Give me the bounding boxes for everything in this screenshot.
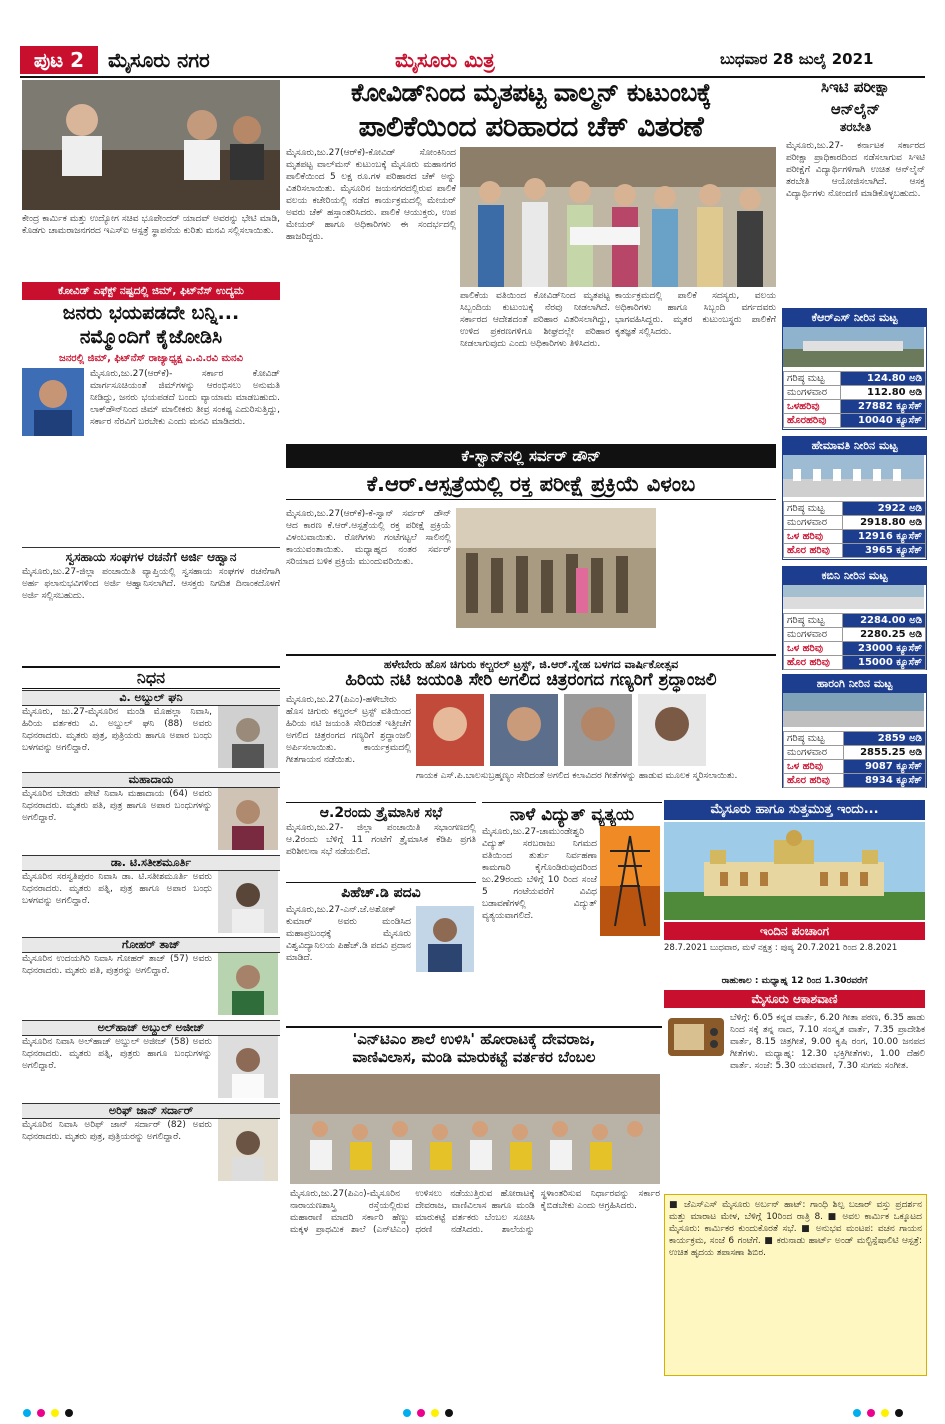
kabini-row-label: ಹೊರ ಹರಿವು (784, 656, 843, 670)
hemavathi-row-label: ಒಳ ಹರಿವು (784, 530, 843, 544)
panchanga-line: 28.7.2021 ಬುಧವಾರ, ಮಳೆ ನಕ್ಷತ್ರ : ಪುಷ್ಯ 20.7.2021 ರಿಂದ 2.8.2021 (664, 943, 898, 953)
phd-body: ಮೈಸೂರು,ಜು.27-ಎನ್.ಜೆ.ಅಶೋಕ್ ಕುಮಾರ್ ಅವರು ಮಂಡಿಸಿದ ಮಹಾಪ್ರಬಂಧಕ್ಕೆ ಮೈಸೂರು ವಿಶ್ವವಿದ್ಯಾನಿಲಯ ಪಿಹೆಚ್.ಡಿ ಪದವಿ ಪ್ರದಾನ ಮಾಡಿದೆ. (286, 905, 411, 963)
obituary-name-5: ಅಲ್‌ಹಾಜ್ ಅಬ್ದುಲ್ ಅಜೀಜ್ (22, 1020, 280, 1036)
today-events-title: ಮೈಸೂರು ಹಾಗೂ ಸುತ್ತಮುತ್ತ ಇಂದು... (664, 800, 925, 820)
hemavathi-row-value: 12916 ಕ್ಯೂಸೆಕ್ (842, 530, 925, 544)
notices-body: ■ ಜೆಎಸ್‌ಎಸ್ ಮೈಸೂರು ಅರ್ಬನ್ ಹಾಟ್: ಗಾಂಧಿ ಶಿಲ್ಪ ಬಜಾರ್ ವಸ್ತು ಪ್ರದರ್ಶನ ಮತ್ತು ಮಾರಾಟ ಮೇಳ, ಬೆಳಿಗ್ಗೆ 10ರಿಂದ ರಾತ್ರಿ 8. ■ ಅವಲ ಕಾರ್ಮಿಕ ಒಕ್ಕೂಟದ ಮೈಸೂರು: ಕಾರ್ಮಿಕರ ಕುಂದುಕೊರತೆ ಸಭೆ. ■ ಅನುಭವ ಮಂಟಪ: ವಚನ ಗಾಯನ ಕಾರ್ಯಕ್ರಮ, ಸಂಜೆ 6 ಗಂಟೆಗೆ. ■ ಕರುನಾಡು ಹಾರ್ಟ್ ಅಂಡ್ ಮಲ್ಟಿಸ್ಪೆಷಾಲಿಟಿ ಆಸ್ಪತ್ರೆ: ಉಚಿತ ಹೃದಯ ತಪಾಸಣಾ ಶಿಬಿರ. (669, 1200, 922, 1258)
minister-meeting-photo (22, 80, 280, 210)
harangi-row-label: ಗರಿಷ್ಠ ಮಟ್ಟ (784, 732, 844, 746)
kabini-row-value: 15000 ಕ್ಯೂಸೆಕ್ (842, 656, 925, 670)
lead-headline-2: ಪಾಲಿಕೆಯಿಂದ ಪರಿಹಾರದ ಚೆಕ್ ವಿತರಣೆ (358, 110, 704, 143)
hemavathi-dam-image (783, 455, 924, 497)
obituary-section-title: ನಿಧನ (22, 666, 280, 689)
kabini-row-value: 2284.00 ಅಡಿ (842, 614, 925, 628)
server-headline: ಕೆ.ಆರ್.ಆಸ್ಪತ್ರೆಯಲ್ಲಿ ರಕ್ತ ಪರೀಕ್ಷೆ ಪ್ರಕ್ರಿಯೆ ವಿಳಂಬ (286, 472, 776, 500)
lead-body: ಮೈಸೂರು,ಜು.27(ಆರ್‌ಕೆ)-ಕೋವಿಡ್ ಸೋಂಕಿನಿಂದ ಮೃತಪಟ್ಟ ವಾಲ್‌ಮನ್ ಕುಟುಂಬಕ್ಕೆ ಮೈಸೂರು ಮಹಾನಗರ ಪಾಲಿಕೆಯಿಂದ 5 ಲಕ್ಷ ರೂ.ಗಳ ಪರಿಹಾರದ ಚೆಕ್ ಅನ್ನು ವಿತರಿಸಲಾಯಿತು. ಮೈಸೂರಿನ ಜಯನಗರದಲ್ಲಿರುವ ಪಾಲಿಕೆ ವಲಯ ಕಚೇರಿಯಲ್ಲಿ ನಡೆದ ಕಾರ್ಯಕ್ರಮದಲ್ಲಿ ಮೇಯರ್ ಅವರು ಚೆಕ್ ಹಸ್ತಾಂತರಿಸಿದರು. ಪಾಲಿಕೆ ಆಯುಕ್ತರು, ಉಪ ಮೇಯರ್ ಹಾಗೂ ಅಧಿಕಾರಿಗಳು ಈ ಸಂದರ್ಭದಲ್ಲಿ ಹಾಜರಿದ್ದರು. (286, 148, 456, 242)
harangi-row-value: 2859 ಅಡಿ (843, 732, 925, 746)
obituary-name-6: ಅರಿಫ್ ಜಾನ್ ಸರ್ದಾರ್ (22, 1103, 280, 1119)
phd-recipient-photo (416, 906, 474, 972)
server-body-end (660, 640, 776, 652)
harangi-row-label: ಹೊರ ಹರಿವು (784, 774, 844, 788)
harangi-row-value: 8934 ಕ್ಯೂಸೆಕ್ (843, 774, 925, 788)
notices-box (664, 1194, 927, 1376)
gym-kicker: ಕೋವಿಡ್ ಎಫೆಕ್ಟ್ ನಷ್ಟದಲ್ಲಿ ಜಿಮ್, ಫಿಟ್‌ನೆಸ್ ಉದ್ಯಮ (22, 282, 280, 300)
radio-icon (666, 1012, 726, 1058)
registration-marks-left (20, 1402, 76, 1412)
tribute-body: ಮೈಸೂರು,ಜು.27(ಪಿಎಂ)-ಹಳೇಬೇರು ಹೊಸ ಚಿಗುರು ಕಲ್ಚರಲ್ ಟ್ರಸ್ಟ್ ವತಿಯಿಂದ ಹಿರಿಯ ನಟಿ ಜಯಂತಿ ಸೇರಿದಂತೆ ಇತ್ತೀಚೆಗೆ ಅಗಲಿದ ಚಿತ್ರರಂಗದ ಗಣ್ಯರಿಗೆ ಶ್ರದ್ಧಾಂಜಲಿ ಅರ್ಪಿಸಲಾಯಿತು. ಕಾರ್ಯಕ್ರಮದಲ್ಲಿ ಗೀತಗಾಯನ ನಡೆಯಿತು. (286, 695, 411, 765)
power-headline: ನಾಳೆ ವಿದ್ಯುತ್ ವ್ಯತ್ಯಯ (482, 802, 662, 825)
krs-row-value: 27882 ಕ್ಯೂಸೆಕ್ (840, 400, 925, 414)
newspaper-name: ಮೈಸೂರು ಮಿತ್ರ (395, 48, 495, 72)
krs-row-label: ಹೊರಹರಿವು (784, 414, 841, 428)
ntm-headline-1: 'ಎನ್‌ಟಿಎಂ ಶಾಲೆ ಉಳಿಸಿ' ಹೋರಾಟಕ್ಕೆ ದೇವರಾಜ, (286, 1026, 662, 1048)
registration-marks-center (400, 1402, 456, 1412)
obituary-photo-5 (218, 1036, 278, 1098)
section-title: ಮೈಸೂರು ನಗರ (108, 48, 210, 72)
obituary-photo-2 (218, 788, 278, 850)
gym-headline-2: ನಮ್ಮೊಂದಿಗೆ ಕೈಜೋಡಿಸಿ (79, 326, 223, 348)
obituary-text-1: ಮೈಸೂರು, ಜು.27-ಮೈಸೂರಿನ ಮಂಡಿ ಮೊಹಲ್ಲಾ ನಿವಾಸಿ, ಹಿರಿಯ ವರ್ತಕರು ವಿ. ಅಬ್ದುಲ್ ಘನಿ (88) ಅವರು ನಿಧನರಾದರು. ಮೃತರು ಪುತ್ರ, ಪುತ್ರಿಯರು ಹಾಗೂ ಅಪಾರ ಬಂಧು ಬಳಗವನ್ನು ಅಗಲಿದ್ದಾರೆ. (22, 707, 212, 753)
self-help-headline: ಸ್ವಸಹಾಯ ಸಂಘಗಳ ರಚನೆಗೆ ಅರ್ಜಿ ಆಹ್ವಾನ (22, 547, 280, 565)
tribute-body-2: ಗಾಯಕ ಎಸ್.ಪಿ.ಬಾಲಸುಬ್ರಹ್ಮಣ್ಯಂ ಸೇರಿದಂತೆ ಅಗಲಿದ ಕಲಾವಿದರ ಗೀತೆಗಳನ್ನು ಹಾಡುವ ಮೂಲಕ ಸ್ಮರಿಸಲಾಯಿತು. (416, 771, 738, 781)
kabini-dam-image (783, 585, 924, 609)
krs-dam-image (783, 327, 924, 367)
harangi-row-value: 2855.25 ಅಡಿ (843, 746, 925, 760)
phd-headline: ಪಿಹೆಚ್.ಡಿ ಪದವಿ (286, 882, 476, 901)
krs-water-level-box (782, 308, 927, 430)
hemavathi-water-level-box (782, 436, 927, 560)
gym-headline-1: ಜನರು ಭಯಪಡದೇ ಬನ್ನಿ... (62, 302, 240, 324)
harangi-row-value: 9087 ಕ್ಯೂಸೆಕ್ (843, 760, 925, 774)
tribute-photos (416, 694, 776, 766)
server-kicker: ಕೆ-ಸ್ವಾನ್‌ನಲ್ಲಿ ಸರ್ವರ್ ಡೌನ್ (286, 444, 776, 468)
harangi-dam-image (783, 693, 924, 727)
obituary-name-4: ಗೋಹರ್ ತಾಜ್ (22, 937, 280, 953)
krs-row-label: ಗರಿಷ್ಠ ಮಟ್ಟ (784, 372, 841, 386)
gym-subhead: ಜನರಲ್ಲಿ ಜಿಮ್, ಫಿಟ್‌ನೆಸ್ ರಾಜ್ಯಾಧ್ಯಕ್ಷ ಎ.ವಿ.ರವಿ ಮನವಿ (59, 353, 243, 364)
kabini-title: ಕಬಿನಿ ನೀರಿನ ಮಟ್ಟ (783, 567, 926, 585)
gym-president-photo (22, 368, 84, 436)
kabini-row-label: ಗರಿಷ್ಠ ಮಟ್ಟ (784, 614, 843, 628)
meeting-headline: ಆ.2ರಂದು ತ್ರೈಮಾಸಿಕ ಸಭೆ (286, 802, 476, 821)
self-help-body: ಮೈಸೂರು,ಜು.27-ಜಿಲ್ಲಾ ಪಂಚಾಯಿತಿ ವ್ಯಾಪ್ತಿಯಲ್ಲಿ ಸ್ವಸಹಾಯ ಸಂಘಗಳ ರಚನೆಗಾಗಿ ಅರ್ಹ ಫಲಾನುಭವಿಗಳಿಂದ ಅರ್ಜಿ ಆಹ್ವಾನಿಸಲಾಗಿದೆ. ಆಸಕ್ತರು ನಿಗದಿತ ದಿನಾಂಕದೊಳಗೆ ಅರ್ಜಿ ಸಲ್ಲಿಸಬಹುದು. (22, 567, 280, 601)
power-body: ಮೈಸೂರು,ಜು.27-ಚಾಮುಂಡೇಶ್ವರಿ ವಿದ್ಯುತ್ ಸರಬರಾಜು ನಿಗಮದ ವತಿಯಿಂದ ತುರ್ತು ನಿರ್ವಹಣಾ ಕಾಮಗಾರಿ ಕೈಗೊಂಡಿರುವುದರಿಂದ ಜು.29ರಂದು ಬೆಳಿಗ್ಗೆ 10 ರಿಂದ ಸಂಜೆ 5 ಗಂಟೆಯವರೆಗೆ ವಿವಿಧ ಬಡಾವಣೆಗಳಲ್ಲಿ ವಿದ್ಯುತ್ ವ್ಯತ್ಯಯವಾಗಲಿದೆ. (482, 827, 597, 921)
hemavathi-row-label: ಹೊರ ಹರಿವು (784, 544, 843, 558)
hemavathi-row-value: 2922 ಅಡಿ (842, 502, 925, 516)
lead-body-col2: ಪಾಲಿಕೆಯ ವತಿಯಿಂದ ಕೋವಿಡ್‌ನಿಂದ ಮೃತಪಟ್ಟ ಸಿಬ್ಬಂದಿಯ ಕುಟುಂಬಕ್ಕೆ ನೆರವು ನೀಡಲಾಗಿದೆ. ಸರ್ಕಾರದ ಆದೇಶದಂತೆ ಪರಿಹಾರ ವಿತರಿಸಲಾಗಿದ್ದು, ಉಳಿದ ಪ್ರಕರಣಗಳಿಗೂ ಶೀಘ್ರದಲ್ಲೇ ಪರಿಹಾರ ನೀಡಲಾಗುವುದು ಎಂದು ಅಧಿಕಾರಿಗಳು ತಿಳಿಸಿದರು. (460, 291, 610, 349)
krs-row-label: ಒಳಹರಿವು (784, 400, 841, 414)
kabini-row-label: ಮಂಗಳವಾರ (784, 628, 843, 642)
krs-row-value: 124.80 ಅಡಿ (840, 372, 925, 386)
obituary-photo-6 (218, 1119, 278, 1181)
cet-title-1: ಸಿಇಟಿ ಪರೀಕ್ಷಾ (821, 78, 890, 96)
obituary-name-1: ವಿ. ಅಬ್ದುಲ್ ಘನಿ (22, 690, 280, 706)
hemavathi-row-label: ಮಂಗಳವಾರ (784, 516, 843, 530)
harangi-row-label: ಮಂಗಳವಾರ (784, 746, 844, 760)
obituary-photo-1 (218, 706, 278, 768)
minister-photo-caption: ಕೇಂದ್ರ ಕಾರ್ಮಿಕ ಮತ್ತು ಉದ್ಯೋಗ ಸಚಿವ ಭೂಪೇಂದರ್ ಯಾದವ್ ಅವರನ್ನು ಭೇಟಿ ಮಾಡಿ, ಕೊಡಗು ಚಾಮರಾಜನಗರದ ಇಎಸ್ಐ ಆಸ್ಪತ್ರೆ ಸ್ಥಾಪನೆಯ ಕುರಿತು ಮನವಿ ಸಲ್ಲಿಸಲಾಯಿತು. (22, 214, 280, 236)
akashvani-schedule: ಬೆಳಿಗ್ಗೆ: 6.05 ಕನ್ನಡ ವಾರ್ತೆ, 6.20 ಗೀತಾ ಪಠಣ, 6.35 ಹಾಡು ನಿಂದ ಸಕ್ಕೆ ತನ್ನ ನಾದ, 7.10 ಸಂಸ್ಕೃತ ವಾರ್ತೆ, 7.35 ಪ್ರಾದೇಶಿಕ ವಾರ್ತೆ, 8.15 ಚಿತ್ರಗೀತೆ, 9.00 ಕೃಷಿ ರಂಗ, 10.00 ಜನಪದ ಗೀತೆಗಳು. ಮಧ್ಯಾಹ್ನ: 12.30 ಭಕ್ತಿಗೀತೆಗಳು, 1.00 ದೆಹಲಿ ವಾರ್ತೆ. ಸಂಜೆ: 5.30 ಯುವವಾಣಿ, 7.30 ಸುಗಮ ಸಂಗೀತ. (730, 1013, 925, 1071)
kabini-row-value: 23000 ಕ್ಯೂಸೆಕ್ (842, 642, 925, 656)
hemavathi-row-value: 3965 ಕ್ಯೂಸೆಕ್ (842, 544, 925, 558)
rahukala-line: ರಾಹುಕಾಲ : ಮಧ್ಯಾಹ್ನ 12 ರಿಂದ 1.30ರವರೆಗೆ (721, 976, 868, 986)
harangi-water-level-box (782, 674, 927, 788)
hemavathi-row-label: ಗರಿಷ್ಠ ಮಟ್ಟ (784, 502, 843, 516)
gym-body: ಮೈಸೂರು,ಜು.27(ಆರ್‌ಕೆ)- ಸರ್ಕಾರ ಕೋವಿಡ್ ಮಾರ್ಗಸೂಚಿಯಂತೆ ಜಿಮ್‌ಗಳನ್ನು ಆರಂಭಿಸಲು ಅನುಮತಿ ನೀಡಿದ್ದು, ಜನರು ಭಯಪಡದೆ ಬಂದು ವ್ಯಾಯಾಮ ಮಾಡಬಹುದು. ಲಾಕ್‌ಡೌನ್‌ನಿಂದ ಜಿಮ್ ಮಾಲೀಕರು ತೀವ್ರ ಸಂಕಷ್ಟ ಎದುರಿಸುತ್ತಿದ್ದು, ಸರ್ಕಾರ ನೆರವಿಗೆ ಬರಬೇಕು ಎಂದು ಮನವಿ ಮಾಡಿದರು. (90, 369, 280, 427)
cet-title-3: ತರಬೇತಿ (839, 120, 872, 134)
krs-row-value: 10040 ಕ್ಯೂಸೆಕ್ (840, 414, 925, 428)
ntm-protest-photo (290, 1074, 660, 1184)
krs-title: ಕೆಆರ್‌ಎಸ್ ನೀರಿನ ಮಟ್ಟ (783, 309, 926, 327)
harangi-row-label: ಒಳ ಹರಿವು (784, 760, 844, 774)
akashvani-title: ಮೈಸೂರು ಆಕಾಶವಾಣಿ (664, 990, 925, 1008)
page-number-badge: ಪುಟ 2 (20, 46, 98, 74)
cet-title-2: ಆನ್‌ಲೈನ್ (830, 100, 881, 118)
harangi-title: ಹಾರಂಗಿ ನೀರಿನ ಮಟ್ಟ (783, 675, 926, 693)
obituary-name-2: ಮಹಾದಾಯ (22, 772, 280, 788)
registration-marks-right (850, 1402, 906, 1412)
tribute-headline: ಹಿರಿಯ ನಟಿ ಜಯಂತಿ ಸೇರಿ ಅಗಲಿದ ಚಿತ್ರರಂಗದ ಗಣ್ಯರಿಗೆ ಶ್ರದ್ಧಾಂಜಲಿ (345, 670, 717, 690)
obituary-text-2: ಮೈಸೂರಿನ ಬೇಡರು ಪೇಟೆ ನಿವಾಸಿ ಮಹಾದಾಯ (64) ಅವರು ನಿಧನರಾದರು. ಮೃತರು ಪತಿ, ಪುತ್ರ ಹಾಗೂ ಅಪಾರ ಬಂಧುಗಳನ್ನು ಅಗಲಿದ್ದಾರೆ. (22, 789, 212, 823)
ntm-headline-2: ವಾಣಿವಿಲಾಸ, ಮಂಡಿ ಮಾರುಕಟ್ಟೆ ವರ್ತಕರ ಬೆಂಬಲ (352, 1048, 596, 1066)
hemavathi-title: ಹೇಮಾವತಿ ನೀರಿನ ಮಟ್ಟ (783, 437, 926, 455)
edition-date: ಬುಧವಾರ 28 ಜುಲೈ 2021 (720, 50, 874, 68)
obituary-text-5: ಮೈಸೂರಿನ ನಿವಾಸಿ ಅಲ್‌ಹಾಜ್ ಅಬ್ದುಲ್ ಅಜೀಜ್ (58) ಅವರು ನಿಧನರಾದರು. ಮೃತರು ಪತ್ನಿ, ಪುತ್ರರು ಹಾಗೂ ಬಂಧುಗಳನ್ನು ಅಗಲಿದ್ದಾರೆ. (22, 1037, 212, 1071)
transmission-tower-image (600, 826, 660, 936)
cet-body: ಮೈಸೂರು,ಜು.27- ಕರ್ನಾಟಕ ಸರ್ಕಾರದ ಪರೀಕ್ಷಾ ಪ್ರಾಧಿಕಾರದಿಂದ ನಡೆಸಲಾಗುವ ಸಿಇಟಿ ಪರೀಕ್ಷೆಗೆ ವಿದ್ಯಾರ್ಥಿಗಳಿಗಾಗಿ ಉಚಿತ ಆನ್‌ಲೈನ್ ತರಬೇತಿ ಆಯೋಜಿಸಲಾಗಿದೆ. ಆಸಕ್ತ ವಿದ್ಯಾರ್ಥಿಗಳು ನೋಂದಣಿ ಮಾಡಿಕೊಳ್ಳಬಹುದು. (786, 141, 925, 199)
obituary-name-3: ಡಾ. ಟಿ.ಸತೀಶಮೂರ್ತಿ (22, 855, 280, 871)
obituary-text-3: ಮೈಸೂರಿನ ಸರಸ್ವತಿಪುರಂ ನಿವಾಸಿ ಡಾ. ಟಿ.ಸತೀಶಮೂರ್ತಿ ಅವರು ನಿಧನರಾದರು. ಮೃತರು ಪತ್ನಿ, ಪುತ್ರ ಹಾಗೂ ಅಪಾರ ಬಂಧು ಬಳಗವನ್ನು ಅಗಲಿದ್ದಾರೆ. (22, 872, 212, 906)
ntm-body: ಮೈಸೂರು,ಜು.27(ಪಿಎಂ)-ಮೈಸೂರಿನ ನಾರಾಯಣಶಾಸ್ತ್ರಿ ರಸ್ತೆಯಲ್ಲಿರುವ ಮಹಾರಾಣಿ ಮಾದರಿ ಸರ್ಕಾರಿ ಹೆಣ್ಣು ಮಕ್ಕಳ ಪ್ರಾಥಮಿಕ ಶಾಲೆ (ಎನ್‌ಟಿಎಂ) ಉಳಿಸಲು ನಡೆಯುತ್ತಿರುವ ಹೋರಾಟಕ್ಕೆ ದೇವರಾಜ, ವಾಣಿವಿಲಾಸ ಹಾಗೂ ಮಂಡಿ ಮಾರುಕಟ್ಟೆ ವರ್ತಕರು ಬೆಂಬಲ ಸೂಚಿಸಿ ಧರಣಿ ನಡೆಸಿದರು. ಶಾಲೆಯನ್ನು ಸ್ಥಳಾಂತರಿಸುವ ನಿರ್ಧಾರವನ್ನು ಸರ್ಕಾರ ಕೈಬಿಡಬೇಕು ಎಂದು ಆಗ್ರಹಿಸಿದರು. (290, 1189, 660, 1235)
cheque-handover-photo (460, 147, 776, 287)
server-body: ಮೈಸೂರು,ಜು.27(ಆರ್‌ಕೆ)-ಕೆ-ಸ್ವಾನ್ ಸರ್ವರ್ ಡೌನ್ ಆದ ಕಾರಣ ಕೆ.ಆರ್.ಆಸ್ಪತ್ರೆಯಲ್ಲಿ ರಕ್ತ ಪರೀಕ್ಷೆ ಪ್ರಕ್ರಿಯೆ ವಿಳಂಬವಾಯಿತು. ರೋಗಿಗಳು ಗಂಟೆಗಟ್ಟಲೆ ಸಾಲಿನಲ್ಲಿ ಕಾಯುವಂತಾಯಿತು. ಮಧ್ಯಾಹ್ನದ ನಂತರ ಸರ್ವರ್ ಸರಿಯಾದ ಬಳಿಕ ಪ್ರಕ್ರಿಯೆ ಮುಂದುವರಿಯಿತು. (286, 509, 451, 567)
meeting-body: ಮೈಸೂರು,ಜು.27- ಜಿಲ್ಲಾ ಪಂಚಾಯಿತಿ ಸಭಾಂಗಣದಲ್ಲಿ ಆ.2ರಂದು ಬೆಳಿಗ್ಗೆ 11 ಗಂಟೆಗೆ ತ್ರೈಮಾಸಿಕ ಕೆಡಿಪಿ ಪ್ರಗತಿ ಪರಿಶೀಲನಾ ಸಭೆ ನಡೆಯಲಿದೆ. (286, 823, 476, 857)
mysore-palace-image (664, 822, 925, 920)
panchanga-title: ಇಂದಿನ ಪಂಚಾಂಗ (664, 922, 925, 940)
kabini-row-label: ಒಳ ಹರಿವು (784, 642, 843, 656)
hospital-queue-photo (456, 508, 656, 628)
krs-row-label: ಮಂಗಳವಾರ (784, 386, 841, 400)
obituary-photo-3 (218, 871, 278, 933)
obituary-photo-4 (218, 953, 278, 1015)
obituary-text-6: ಮೈಸೂರಿನ ನಿವಾಸಿ ಅರಿಫ್ ಜಾನ್ ಸರ್ದಾರ್ (82) ಅವರು ನಿಧನರಾದರು. ಮೃತರು ಪುತ್ರ, ಪುತ್ರಿಯರನ್ನು ಅಗಲಿದ್ದಾರೆ. (22, 1120, 212, 1142)
kabini-water-level-box (782, 566, 927, 670)
kabini-row-value: 2280.25 ಅಡಿ (842, 628, 925, 642)
obituary-text-4: ಮೈಸೂರಿನ ಉದಯಗಿರಿ ನಿವಾಸಿ ಗೋಹರ್ ತಾಜ್ (57) ಅವರು ನಿಧನರಾದರು. ಮೃತರು ಪತಿ, ಪುತ್ರರನ್ನು ಅಗಲಿದ್ದಾರೆ. (22, 954, 212, 976)
tribute-kicker: ಹಳೇಬೇರು ಹೊಸ ಚಿಗುರು ಕಲ್ಚರಲ್ ಟ್ರಸ್ಟ್, ಜಿ.ಆರ್.ಸ್ನೇಹ ಬಳಗದ ವಾರ್ಷಿಕೋತ್ಸವ (286, 654, 776, 672)
lead-body-col3: ಕಾರ್ಯಕ್ರಮದಲ್ಲಿ ಪಾಲಿಕೆ ಸದಸ್ಯರು, ವಲಯ ಅಧಿಕಾರಿಗಳು ಹಾಗೂ ಸಿಬ್ಬಂದಿ ವರ್ಗದವರು ಭಾಗವಹಿಸಿದ್ದರು. ಮೃತರ ಕುಟುಂಬಸ್ಥರು ಪಾಲಿಕೆಗೆ ಕೃತಜ್ಞತೆ ಸಲ್ಲಿಸಿದರು. (615, 291, 776, 337)
krs-row-value: 112.80 ಅಡಿ (840, 386, 925, 400)
hemavathi-row-value: 2918.80 ಅಡಿ (842, 516, 925, 530)
lead-headline-1: ಕೋವಿಡ್‌ನಿಂದ ಮೃತಪಟ್ಟ ವಾಲ್ಮನ್ ಕುಟುಂಬಕ್ಕೆ (351, 78, 711, 107)
